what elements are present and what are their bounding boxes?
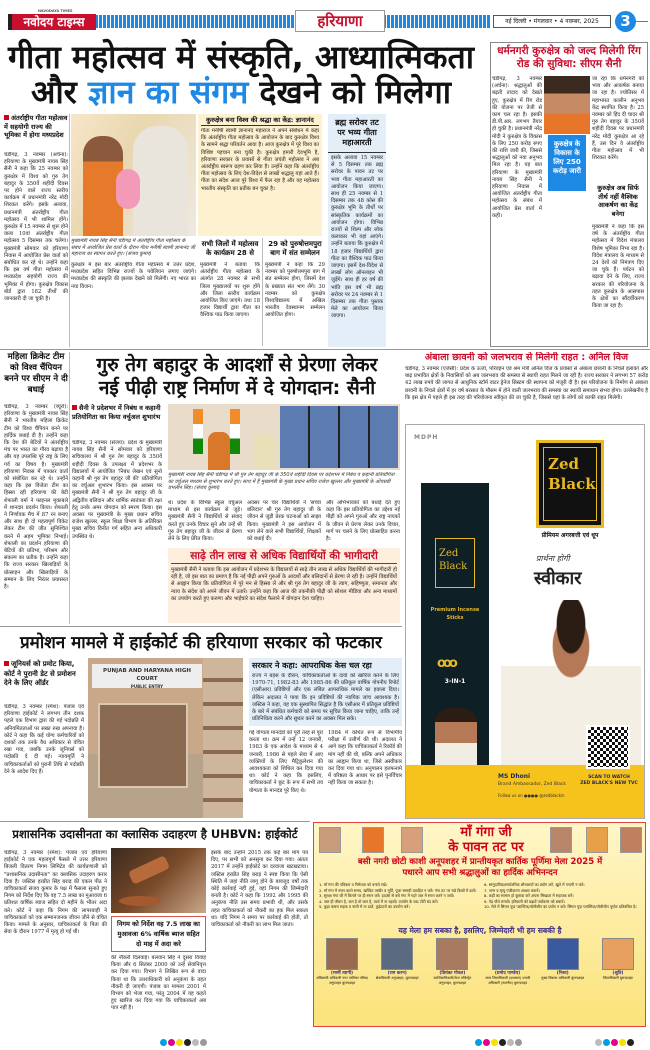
leader-photo <box>362 827 384 853</box>
rule-item: 2. माँ गंगा में स्नान करते समय, खण्डित तस्वीर व मूर्ति, पूजा सामग्री प्रवाहित न करें। गंगा तट पर रखे डिब्बों में डालें। <box>319 887 477 893</box>
essay-col-3: और अभिभावकों को बधाई देते हुए कहा कि इस प्रतियोगिता का उद्देश्य नई पीढ़ी को अपने गुरुओं और राष्ट्र नायकों के जीवन से प्रेरणा लेकर उनके विचार, मार्ग पर चलने के लिए प्रोत्साहित करना है। <box>326 500 400 543</box>
students-box-title: साढ़े तीन लाख से अधिक विद्यार्थियों की भागीदारी <box>171 549 397 564</box>
official-card <box>371 938 423 985</box>
zed-logo-text <box>543 447 597 521</box>
promotion-body-1: चंडीगढ़, 3 नवम्बर (रमेश): पंजाब एवं हरियाणा हाईकोर्ट ने लगभग तीन दशक पहले एक विभाग द्वारा की गई पदोन्नति में अनियमितताओं पर सख्त रुख अपनाया है। कोर्ट ने कहा कि कई योग्य कर्मचारियों को दशकों तक उनके वैध अधिकार से वंचित रखा गया, जबकि उनके जूनियर्स को पदोन्नति दे दी गई। न्यायमूर्ति ने याचिकाकर्ताओं को पुरानी तिथि से पदोन्नति देने के आदेश दिए हैं। <box>4 704 84 775</box>
ring-road-headline: धर्मनगरी कुरुक्षेत्र को जल्द मिलेगी रिंग रोड की सुविधा: सीएम सैनी <box>497 45 641 70</box>
blue-box-title: ब्रह्म सरोवर तट पर भव्य गीता महाआरती <box>328 114 386 153</box>
promotion-headline-text: प्रमोशन मामले में हाईकोर्ट की हरियाणा सरकार को फटकार <box>19 633 383 653</box>
divider <box>262 238 263 346</box>
uhbvn-headline <box>0 824 310 846</box>
paper-logo: नवोदय टाइम्स <box>8 14 96 30</box>
official-name: (श्रुति) <box>612 971 624 976</box>
official-card <box>592 938 644 985</box>
high-court-photo <box>88 658 243 818</box>
slogan-big: स्वीकार <box>534 568 582 589</box>
color-registration-marks <box>595 1031 635 1050</box>
rule-item: 7. जन्म व मृत्यु पंजीकरण अवश्य करायें। <box>484 887 540 893</box>
leader-photo <box>401 827 423 853</box>
pack-logo <box>435 538 475 588</box>
officials-row <box>316 938 644 985</box>
gavel-icon <box>128 855 170 885</box>
official-photo <box>547 938 579 970</box>
cricket-body: चंडीगढ़, 3 नवम्बर (ब्यूरो): हरियाणा के मुख्यमंत्री नायब सिंह सैनी ने भारतीय महिला क्रिकेट टीम को विश्व चैंपियन बनने पर हार्दिक बधाई दी है। उन्होंने कहा कि देश की बेटियों ने अंतर्राष्ट्रीय मंच पर भारत का गौरव बढ़ाया है और यह उपलब्धि पूरे राष्ट्र के लिए गर्व का विषय है। मुख्यमंत्री हरियाणा निवास में पत्रकार वार्ता को संबोधित कर रहे थे। उन्होंने कहा कि इस विजेता टीम का हिस्सा रही हरियाणा की बेटी शेफाली वर्मा ने फाइनल मुकाबले में शानदार प्रदर्शन किया। शेफाली ने निर्णायक मैच में 87 रन बनाए और साथ ही दो महत्वपूर्ण विकेट लेकर टीम की जीत सुनिश्चित करने में अहम भूमिका निभाई। शेफाली का प्रदर्शन हरियाणा की बेटियों की प्रतिभा, परिश्रम और संकल्प का प्रतीक है। उन्होंने कहा कि राज्य सरकार खिलाड़ियों के प्रोत्साहन और खिलाड़ियों के सम्मान के लिए निरंतर प्रयासरत है। <box>4 404 68 591</box>
divider <box>0 349 650 350</box>
lead-body-under-photo: कुरुक्षेत्र में इस बार अंतर्राष्ट्रीय गीता महोत्सव में उत्तर प्रदेश, मध्यप्रदेश सहित विभिन्न राज्यों के पवेलियन लगाए जाएंगे। मध्यप्रदेश की संस्कृति की झलक देखने को मिलेगी। नए भारत का नया विजन। <box>71 262 196 290</box>
page-number: 3 <box>615 11 636 32</box>
color-registration-marks <box>475 1031 523 1050</box>
yellow-box-title: कुरुक्षेत्र बना विश्व की श्रद्धा का केंद्र: ज्ञानानंद <box>201 116 319 126</box>
color-registration-marks <box>160 1031 208 1050</box>
person <box>208 432 230 470</box>
official-name: (राम करन) <box>387 971 407 976</box>
rule-item: 6. सामुदायिक/सार्वजनिक शौचालयों का प्रयोग करें, खुले में गन्दगी न करें। <box>484 882 585 887</box>
leader-photo <box>586 827 608 853</box>
ganga-title <box>426 825 546 855</box>
divider <box>0 626 402 627</box>
divider <box>69 114 70 347</box>
rule-item: 8. कहीं का सामान हो बुलावा करें अपना सिखाता में सहायक बनें। <box>484 893 574 898</box>
small-logo: NAVODAYA TIMES <box>38 9 73 13</box>
promotion-subhead <box>4 660 84 689</box>
flag <box>193 409 203 454</box>
body-sant-sammelan: मुख्यमंत्री ने कहा कि 29 नवम्बर को पुरुषोत्तमपुरा बाग में संत सम्मेलन होगा, जिसमें देश के प्रख्यात संत भाग लेंगे। 30 नवम्बर को कुरुक्षेत्र विश्वविद्यालय में अखिल भारतीय देवस्थानम सम्मेलन आयोजित होगा। <box>265 262 325 319</box>
pack-text: Premium Incense Sticks <box>430 607 480 621</box>
ad-tagline: प्रीमियम अगरबत्ती एवं धूप <box>541 532 599 539</box>
pack-variant: 3-IN-1 <box>444 678 466 685</box>
headline-highlight: ज्ञान का संगम <box>87 73 249 111</box>
saini-photo <box>544 76 590 134</box>
lead-photo <box>71 114 196 236</box>
cricket-subhead: महिला क्रिकेट टीम को विश्व चैंपियन बनने पर सीएम ने दी बधाई <box>4 352 68 395</box>
rule-item: 10. मेले में सिंगल यूज़ प्लास्टिक/पॉलीथीन का प्रयोग न करें। सिंगल यूज़ प्लास्टिक/पॉलीथीन पूर्णतः प्रतिबंधित है। <box>484 904 637 909</box>
lead-photo-caption: मुख्यमंत्री नायब सिंह सैनी चंडीगढ़ में अंतर्राष्ट्रीय गीता महोत्सव के संबंध में आयोजित प्रेस वार्ता के दौरान गीता मनीषी स्वामी ज्ञानानंद जी महाराज का स्वागत करते हुए। (संजय कुमार) <box>71 238 196 257</box>
callout-250-crore: कुरुक्षेत्र के विकास के लिए 250 करोड़ जारी <box>547 134 587 192</box>
uhbvn-headline-text: प्रशासनिक उदासीनता का क्लासिक उदाहरण है UHBVN: हाईकोर्ट <box>12 827 298 841</box>
official-card <box>537 938 589 985</box>
leader-photo <box>620 827 642 853</box>
slogan-small: प्रार्थना होगी <box>536 554 570 563</box>
uhbvn-body-2: की नौकरी दिलवाई। बलवान सिंह ने दूसरा विवाह किया और 6 सितंबर 2000 को उन्हें सेवानिवृत्त कर दिया गया। विभाग ने लिखित रूप से वादा किया था कि उत्तराधिकारी को अनुकंपा के तहत नौकरी दी जाएगी। पंजाब का मामला 2001 में विभाग को भेजा गया, परंतु 2004 में यह कहते हुए खारिज कर दिया गया कि याचिकाकर्ता अब पात्र नहीं है। <box>111 955 206 1012</box>
ambassador-name: MS Dhoni <box>498 773 531 780</box>
guru-headline-line-2: नई पीढ़ी राष्ट्र निर्माण में दे योगदान: सैनी <box>98 377 376 399</box>
leader-photo <box>550 827 572 853</box>
official-photo <box>436 938 468 970</box>
ring-road-body-1: चंडीगढ़, 3 नवम्बर (अर्चना): श्रद्धालुओं की बढ़ती तादाद को देखते हुए, कुरुक्षेत्र में रिंग रोड की योजना पर तेजी से काम चल रहा है। इसकी डी.पी.आर. लगभग तैयार हो चुकी है। प्रधानमंत्री नरेंद्र मोदी ने कुरुक्षेत्र के विकास के लिए 250 करोड़ रुपए की राशि जारी की, जिससे श्रद्धालुओं को नया अनुभव मिल रहा है। यह बात हरियाणा के मुख्यमंत्री नायब सिंह सैनी ने हरियाणा निवास में आयोजित अंतर्राष्ट्रीय गीता महोत्सव के संबंध में आयोजित प्रेस वार्ता में कही। <box>492 76 542 219</box>
guru-headline <box>72 354 402 402</box>
lead-headline <box>0 40 482 112</box>
official-name: (मार्मी त्यागी) <box>330 971 354 976</box>
official-role: क्षेत्राधिकारी अनूपशहर, बुलन्दशहर <box>375 976 419 980</box>
lead-headline-line-2 <box>0 75 482 110</box>
uhbvn-callout: निगम को निर्देश वह 7.5 लाख का मुआवजा 6% वार्षिक ब्याज सहित दो माह में अदा करे <box>111 916 206 952</box>
blue-box-body: इसके अलावा 15 नवम्बर से 5 दिसम्बर तक ब्रह्म सरोवर के पावन तट पर भव्य गीता महाआरती का आयोजन किया जाएगा। साथ ही 25 नवम्बर से 1 दिसम्बर तक 48 कोस की कुरुक्षेत्र भूमि के तीर्थों पर सांस्कृतिक कार्यक्रमों का आयोजन होगा। विभिन्न राज्यों से शिल्प और लोक कलाकार भी यहां आएंगे। उन्होंने बताया कि कुरुक्षेत्र में 18 हजार विद्यार्थियों द्वारा गीता का वैश्विक पाठ किया जाएगा। इसमें देश-विदेश से लाखों लोग ऑनलाइन भी जुड़ेंगे। साथ ही हर वर्ष की भांति इस वर्ष भी ब्रह्म सरोवर पर 24 नवम्बर से 1 दिसम्बर तक गीता पुस्तक मेले का आयोजन किया जाएगा। <box>331 155 383 320</box>
gavel-photo <box>111 848 206 913</box>
official-card <box>426 938 478 985</box>
govt-box-body: राज्य ने बहस के दौरान, याचिकाकर्ताओं के दावों को खारिज करने के लिए 1970-71, 1982-83 और 1985-86 की प्रतिकूल वार्षिक गोपनीय रिपोर्ट (एसीआर) प्रविष्टियों और एक लंबित आपराधिक मामले का हवाला दिया। लेकिन अदालत ने पाया कि इन प्रविष्टियों की न्यायिक जांच आवश्यक है। जस्टिस ने कहा, यह एक सुस्थापित सिद्धांत है कि एसीआर में प्रतिकूल प्रविष्टियों के बारे में संबंधित कर्मचारी को समय पर सूचित किया जाना चाहिए, ताकि उन्हें प्रतिनिधित्व करने और सुधार करने का अवसर मिल सके। <box>252 673 399 723</box>
slogan-text: यह मेला हम सबका है, इसलिए, जिम्मेदारी भी हम सबकी है <box>398 926 562 935</box>
official-name: (निशा) <box>556 971 569 976</box>
title-line: के पावन तट पर <box>448 840 524 855</box>
official-photo <box>492 938 524 970</box>
official-role: मुख्य विकास अधिकारी बुलन्दशहर <box>541 976 585 980</box>
blue-box <box>328 114 386 347</box>
banner-line: बसी नगरी छोटी काशी अनूपशहर में प्रान्तीयकृत कार्तिक पूर्णिमा मेला 2025 में <box>357 857 603 867</box>
section-tab: हरियाणा <box>295 10 385 32</box>
banner-line: पधारने आप सभी श्रद्धालुओं का हार्दिक अभिनन्दन <box>402 868 558 878</box>
rings-icon: ooo <box>437 656 455 671</box>
rule-item: 9. पेड़ पौधे लगायें। हरियाली को बढ़ावें पर्यावरण को बचायें। <box>484 898 565 904</box>
flag <box>230 409 240 454</box>
brand-line: Zed <box>548 455 579 473</box>
sign-text: PUNJAB AND HARYANA HIGH COURT <box>103 668 191 682</box>
brand-line: Black <box>439 561 468 572</box>
official-role: अपर जिलाधिकारी (प्रशासन) प्रभारी अधिकारी (स्थानीय) बुलन्दशहर <box>484 976 531 985</box>
stripe-bar <box>95 15 490 28</box>
rules-right <box>484 882 644 924</box>
leader-photo <box>319 827 341 853</box>
incense-pack <box>421 483 489 793</box>
essay-body: चंडीगढ़, 3 नवम्बर (संजय): प्रदेश के मुख्यमंत्री नायब सिंह सैनी ने सोमवार को हरियाणा सचिवालय में श्री गुरु तेग बहादुर के 350वें शहीदी दिवस के उपलक्ष्य में प्रदेशभर के विद्यालयों में आयोजित 'निबंध लेखन एवं सुनो कहानी श्री गुरु तेग बहादुर जी की' प्रतियोगिता का वर्चुअल शुभारंभ किया। इस अवसर पर मुख्यमंत्री सैनी ने श्री गुरु तेग बहादुर जी के अद्वितीय बलिदान और धार्मिक स्वतंत्रता की रक्षा हेतु उनके अमर योगदान को स्मरण किया। इस अवसर पर मुख्यमंत्री के मुख्य प्रधान सचिव राजेश खुल्लर, स्कूल शिक्षा विभाग के अतिरिक्त मुख्य सचिव विनीत गर्ग सहित अन्य अधिकारी उपस्थित थे। <box>72 440 162 540</box>
subhead-text: सैनी ने प्रदेशभर में निबंध व कहानी प्रतियोगिता का किया वर्चुअल शुभारंभ <box>72 404 161 421</box>
video-wall <box>280 406 398 468</box>
rule-item: 4. जल ही जीवन है, जल है तो कल है, व्यर्थ में ना बहायें। उपयोग के बाद टोंटी बंद करें। <box>319 898 439 904</box>
social-handle[interactable]: @zedblackin <box>539 793 565 798</box>
guru-headline-line-1: गुरु तेग बहादुर के आदर्शों से प्रेरणा लेकर <box>96 354 378 376</box>
ring-road-subhead: कुरुक्षेत्र अब सिर्फ तीर्थ नहीं वैश्विक आकर्षण का केंद्र बनेगा <box>597 184 639 218</box>
ambala-headline: अंबाला छावनी को जलभराव से मिलेगी राहत : अनिल विज <box>424 352 629 363</box>
follow-line: Follow us on ●●●● @zedblackin <box>498 793 565 798</box>
official-photo <box>602 938 634 970</box>
subhead-districts: सभी जिलों में महोत्सव के कार्यक्रम 28 से <box>201 240 259 257</box>
subhead-text: जूनियर्स को प्रमोट किया, कोर्ट ने पुरानी डेट से प्रमोशन देने के लिए ऑर्डर <box>4 660 76 687</box>
official-card <box>316 938 368 985</box>
students-box-body: मुख्यमंत्री सैनी ने बताया कि इस आयोजन में प्रदेशभर के विद्यालयों से साढ़े तीन लाख से अधिक विद्यार्थियों की भागीदारी हो रही है, जो इस बात का प्रमाण है कि नई पीढ़ी अपने गुरुओं के आदर्शों और बलिदानों से प्रेरणा ले रही है। उन्होंने विद्यार्थियों से आह्वान किया कि प्रतियोगिता में पूरे मन से हिस्सा लें और श्री गुरु तेग बहादुर जी के त्याग, सहिष्णुता, समानता और न्याय के संदेश को अपने जीवन में उतारें। उन्होंने कहा कि आज की तकनीकी पीढ़ी को सोशल मीडिया और अन्य माध्यमों का उपयोग करते हुए करुणा और भाईचारे का संदेश फैलाने में योगदान देना चाहिए। <box>171 567 397 602</box>
scan-text <box>578 775 640 786</box>
gavel-base <box>119 896 161 906</box>
official-card <box>482 938 534 985</box>
uhbvn-body-3: इसके बाद उन्होंने 2015 तक कई बार मांग पत्र दिए, पर सभी को अनसुना कर दिया गया। अंततः 2017 में उन्होंने हाईकोर्ट का दरवाजा खटखटाया। जस्टिस हरप्रीत सिंह बराड़ ने स्पष्ट किया कि ऐसी स्थिति में जहां नीति लागू होने के बावजूद वर्षों तक कोई कार्रवाई नहीं हुई, वहां निगम की जिम्मेदारी बनती है। कोर्ट ने कहा कि 1992 और 1995 की अनुकंपा नीति उस समय प्रभावी थी, और उसके तहत याचिकाकर्ता को नौकरी का हक मिल सकता था। यदि निगम ने समय पर कार्रवाई की होती, तो याचिकाकर्ता को नौकरी का लाभ मिल जाता। <box>211 850 308 929</box>
masthead <box>0 0 650 40</box>
official-name: (प्रमोद पाण्डेय) <box>494 971 521 976</box>
court-sign <box>92 664 202 688</box>
title-line: माँ गंगा जी <box>460 825 512 840</box>
brand-line: Black <box>548 475 596 493</box>
brand-line: Zed <box>439 548 459 559</box>
ganga-slogan <box>316 926 644 936</box>
mdph-logo: MDPH <box>414 434 439 441</box>
follow-label: Follow us on <box>498 793 523 798</box>
qr-code[interactable] <box>586 725 630 769</box>
rule-item: 5. कूड़ा कचरा सड़क व नाली में ना डालें, कूड़ेदानों का उपयोग करें। <box>319 904 410 909</box>
rule-item: 3. सुरक्षा गंगा जी में किनारे पर ही स्नान करें। हादसों से बचें गंगा में गहरे जल में स्नान करने न जायें। <box>319 893 455 898</box>
headline-part: और <box>30 73 88 111</box>
virtual-launch-photo <box>168 404 400 470</box>
subhead-text: अंतर्राष्ट्रीय गीता महोत्सव में सहयोगी राज्य की भूमिका में होगा मध्यप्रदेश <box>4 114 68 139</box>
promotion-col-2: 1984 में कथित रूप से विभागीय परीक्षा में उत्तीर्ण की थी। अदालत ने आगे कहा कि याचिकाकर्ता ने रिकॉर्ड की मांग नहीं की थी, बल्कि अपने अधिकार का आह्वान किया था, जिसे अस्वीकार कर दिया गया था। अनुपालन हलफनामे में वरिष्ठता के आधार पर इसे पुनर्विचार नहीं किया जा सकता है। <box>328 730 402 787</box>
official-role: जिलाधिकारी बुलन्दशहर <box>603 976 633 980</box>
essay-subhead <box>72 404 164 421</box>
official-role: अधिशासी अधिकारी नगर पालिका परिषद अनूपशहर बुलन्दशहर <box>316 976 368 985</box>
building-wall <box>203 658 243 818</box>
yellow-box-body: गीता मनीषी स्वामी ज्ञानानंद महाराज ने अपने संबोधन में कहा कि अंतर्राष्ट्रीय गीता महोत्सव के आयोजन के बाद कुरुक्षेत्र विश्व के सामने श्रद्धा परिवर्तन आया है। आज कुरुक्षेत्र में पूरे विश्व का विशिष्ट पहचान बना चुकी है। कुरुक्षेत्र हमारी देवभूमि है, हरियाणा सरकार के प्रयासों से गीता जयंती महोत्सव ने अब अंतर्राष्ट्रीय स्वरूप ग्रहण कर लिया है। उन्होंने कहा कि अंतर्राष्ट्रीय गीता महोत्सव के लिए देश-विदेश से लाखों श्रद्धालु यहां आते हैं। गीता का संदेश आज पूरे विश्व में फैल रहा है और यह महोत्सव भारतीय संस्कृति का प्रतीक बन चुका है। <box>201 128 319 192</box>
ganga-banner <box>316 857 644 879</box>
bouquet <box>116 169 140 209</box>
dateline: नई दिल्ली • मंगलवार • 4 नवम्बर, 2025 <box>493 15 611 28</box>
divider <box>0 821 310 822</box>
rules-left <box>319 882 479 924</box>
rule-item: 1. माँ गंगा की पवित्रता व निर्मलता को बनाये रखें। <box>319 882 388 887</box>
yellow-box <box>198 114 322 236</box>
lead-side-subhead <box>4 114 68 140</box>
promotion-col-1: गई योग्यता मानदंडों को पूरी तरह से पूरा करता था। क्रम में उन्हें 12 जनवरी, 1983 के एक आदेश के माध्यम से 4 जनवरी, 1986 से पहले सेवा में आए व्यक्तियों के लिए मैट्रिकुलेशन की आवश्यकता को शिथिल कर दिया गया था। कोर्ट ने कहा कि इसलिए, याचिकाकर्ता ने छूट के रूप में सभी तय योग्यता के मानदंड पूरे किए थे। <box>249 730 323 794</box>
ambala-body: चंडीगढ़, 3 नवम्बर (एजेंसी): प्रदेश के ऊर्जा, परिवहन एवं श्रम मंत्री अनिल विज के प्रयासों से अंबाला छावनी के निचले इलाकों और बाढ़ प्रभावित क्षेत्रों के निवासियों को अब जलभराव की समस्या से स्थायी राहत मिलने जा रही है। राज्य सरकार ने लगभग 57 करोड़ 42 लाख रुपये की लागत से आधुनिक स्टॉर्म वाटर ड्रेनेज सिस्टम की स्थापना को मंजूरी दी है। इस परियोजना के निर्माण से अंबाला छावनी के निचले क्षेत्रों में हर वर्ष बरसात के मौसम में होने वाली जलभराव की समस्या का स्थायी समाधान संभव होगा। उल्लेखनीय है कि इस क्षेत्र में पहले ही इस तरह की परियोजना स्वीकृत की जा चुकी है, जिससे यहां के लोगों को काफी राहत मिलेगी। <box>405 366 648 401</box>
building-door <box>98 703 188 788</box>
divider <box>69 352 70 624</box>
official-photo <box>326 938 358 970</box>
ambassador-title: Brand Ambassador, Zed Black <box>498 782 566 787</box>
virtual-photo-caption: मुख्यमंत्री नायब सिंह सैनी चंडीगढ़ में श्री गुरु तेग बहादुर जी के 350वें शहीदी दिवस पर प्रदेशभर में निबंध व कहानी प्रतियोगिता का वर्चुअल माध्यम से शुभारंभ करते हुए। साथ में हैं मुख्यमंत्री के मुख्य प्रधान सचिव राजेश खुल्लर और मुख्यमंत्री के ओएसडी प्रभलीन सिंह। (संजय कुमार) <box>168 472 395 491</box>
headline-part: देखने को मिलेगा <box>248 73 452 111</box>
person <box>253 434 275 470</box>
zed-logo <box>536 440 604 528</box>
lead-headline-line-1: गीता महोत्सव में संस्कृति, आध्यात्मिकता <box>8 38 474 76</box>
ganga-mela-ad <box>313 822 646 1027</box>
ring-road-body-2: जा रहा कि धर्मनगरी को भव्य और आकर्षक बनाया जा रहा है। ज्योतिसर में महाभारत कालीन अनुभव केंद्र स्थापित किया है। 25 नवम्बर को हिंद दी चादर श्री गुरु तेग बहादुर के 350वें शहीदी दिवस पर प्रधानमंत्री नरेंद्र मोदी कुरुक्षेत्र आ रहे हैं, उस दिन वे अंतर्राष्ट्रीय गीता महोत्सव में भी शिरकत करेंगे। <box>592 76 644 162</box>
scan-line: ZED BLACK'S NEW TVC <box>580 780 638 786</box>
official-role: उपजिलाधिकारी/मेला मजिस्ट्रेट अनूपशहर, बुलन्दशहर <box>433 976 472 985</box>
zed-black-ad <box>405 424 645 819</box>
uhbvn-body-1: चंडीगढ़, 3 नवम्बर (रमेश): पंजाब एवं हरियाणा हाईकोर्ट ने एक महत्वपूर्ण फैसले में उत्तर हरियाणा बिजली वितरण निगम लिमिटेड की कार्यप्रणाली को "प्रशासनिक उदासीनता" का क्लासिक उदाहरण करार दिया है। जस्टिस हरप्रीत सिंह बराड़ की एकल पीठ ने याचिकाकर्ता संजय कुमार के पक्ष में फैसला सुनाते हुए निगम को निर्देश दिए कि वह 7.5 लाख का मुआवजा 6 प्रतिशत वार्षिक ब्याज सहित दो महीने के भीतर अदा करे। कोर्ट ने कहा कि निगम की लापरवाही ने याचिकाकर्ता को एक सम्मानजनक जीवन जीने से वंचित किया। मामले के अनुसार, याचिकाकर्ता के पिता की सेवा के दौरान 1977 में मृत्यु हो गई थी। <box>4 850 107 936</box>
body-districts: मुख्यमंत्री ने बताया कि अंतर्राष्ट्रीय गीता महोत्सव के अंतर्गत 28 नवम्बर से सभी जिला मुख्यालयों पर शुरू होंगे और जिला स्तरीय कार्यक्रम आयोजित किए जाएंगे। तथा 18 हजार विद्यार्थी द्वारा गीता का वैश्विक पाठ किया जाएगा। <box>200 262 260 319</box>
ring-road-body-3: मुख्यमंत्री ने कहा कि इस वर्ष के अंतर्राष्ट्रीय गीता महोत्सव में विदेश मंत्रालय विशेष भूमिका निभा रहा है। विदेश मंत्रालय के माध्यम से 24 देशों को निमंत्रण दिए जा चुके हैं। पर्यटन को बढ़ावा देने के लिए, राज्य सरकार की परियोजना के तहत कुरुक्षेत्र के आसपास के क्षेत्रों का सौंदर्यीकरण किया जा रहा है। <box>592 224 644 310</box>
govt-box <box>249 658 402 726</box>
essay-col-2: अवसर पर चार विद्यार्थियों ने 'सच्चा बलिदान' श्री गुरु तेग बहादुर जी के जीवन से जुड़ी प्रेरक घटनाओं को साझा किया। मुख्यमंत्री ने इस आयोजन में भाग लेने वाले सभी विद्यार्थियों, शिक्षकों को बधाई दी। <box>247 500 321 543</box>
official-name: (प्रियंका गोयल) <box>439 971 466 976</box>
lead-side-body: चंडीगढ़, 3 नवम्बर (अर्चना): हरियाणा के मुख्यमंत्री नायब सिंह सैनी ने कहा कि 25 नवम्बर को कुरुक्षेत्र में विश्व को गुरु तेग बहादुर के 350वें शहीदी दिवस पर होने वाले राज्य स्तरीय कार्यक्रम में प्रधानमंत्री नरेंद्र मोदी शिरकत करेंगे। इसके अलावा, प्रधानमंत्री अंतर्राष्ट्रीय गीता महोत्सव में भी शामिल होंगे। कुरुक्षेत्र में 15 नवम्बर से शुरू होने वाला 10वां अंतर्राष्ट्रीय गीता महोत्सव 5 दिसम्बर तक चलेगा। मुख्यमंत्री सोमवार को हरियाणा निवास में आयोजित प्रेस वार्ता को संबोधित कर रहे थे। उन्होंने कहा कि इस वर्ष गीता महोत्सव में मध्यप्रदेश सहयोगी राज्य की भूमिका में होगा। कुरुक्षेत्र विकास बोर्ड द्वारा 182 तीर्थों की जानकारी दी जा चुकी है। <box>4 152 68 303</box>
subhead-sant-sammelan: 29 को पुरुषोत्तमपुरा बाग में संत सम्मेलन <box>268 240 322 257</box>
official-photo <box>381 938 413 970</box>
essay-col-1: थे। प्रदेश के विभिन्न स्कूल वर्चुअल माध्यम से इस कार्यक्रम से जुड़े। मुख्यमंत्री सैनी ने विद्यार्थियों से संवाद करते हुए उनके विचार सुने और उन्हें श्री गुरु तेग बहादुर जी के जीवन से प्रेरणा लेने के लिए प्रेरित किया। <box>168 500 242 543</box>
promotion-headline <box>0 630 402 656</box>
person-2 <box>133 126 188 236</box>
students-box <box>168 548 400 623</box>
scan-line: SCAN TO WATCH <box>588 775 630 780</box>
divider <box>636 21 648 22</box>
sign-text: PUBLIC ENTRY <box>130 684 164 689</box>
govt-box-title: सरकार ने कहा: आपराधिक केस चल रहा <box>252 661 372 670</box>
